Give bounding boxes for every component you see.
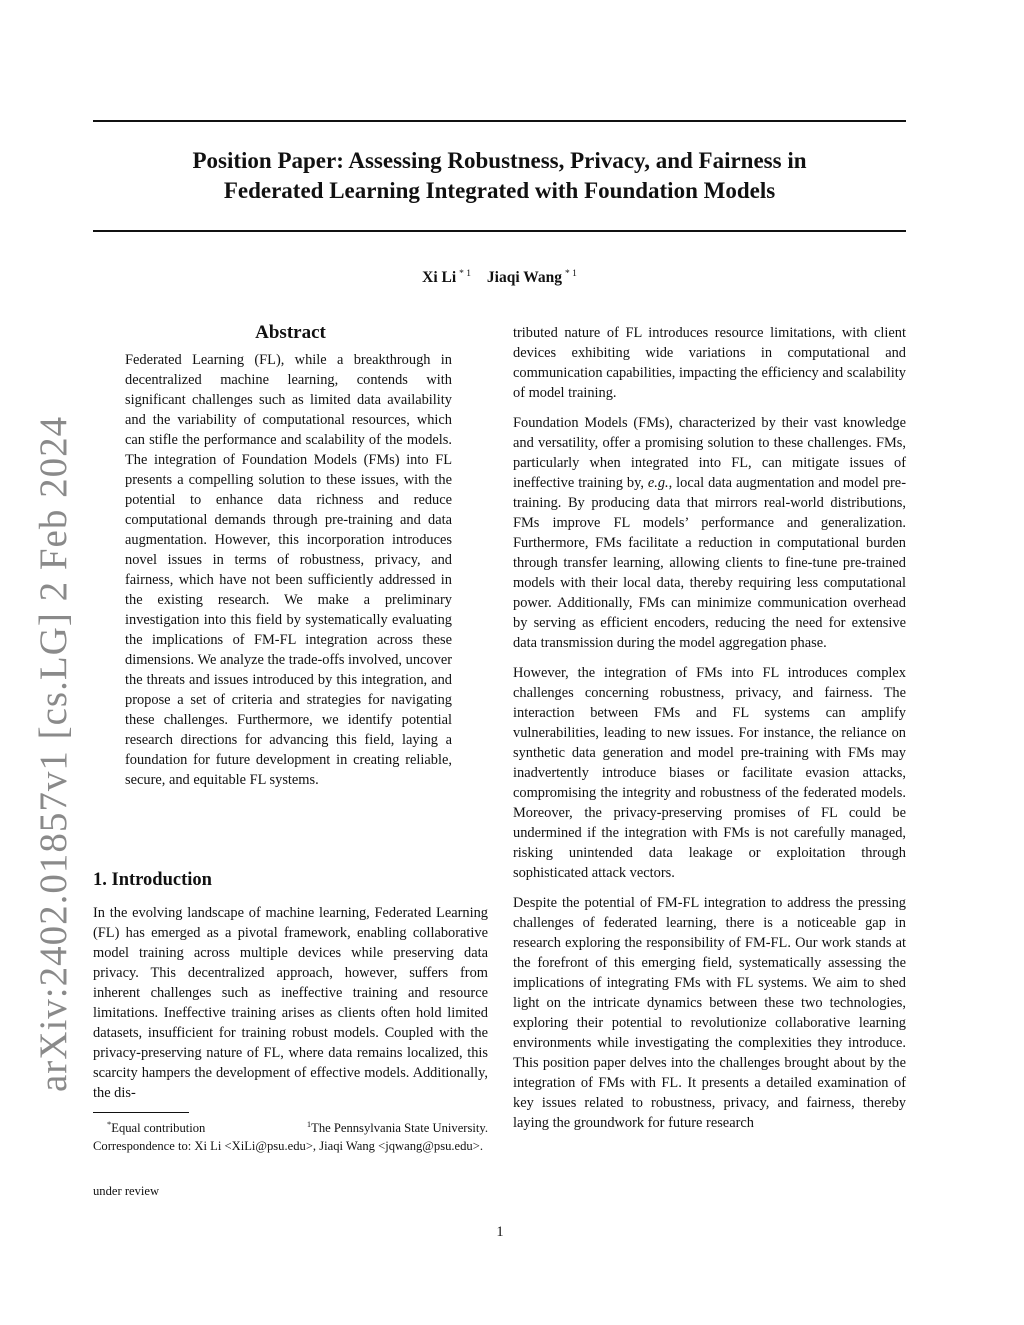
author-jiaqi-wang: [487, 269, 577, 286]
author-xi-li: [422, 269, 471, 286]
intro-paragraph-2: [513, 413, 906, 653]
footnote-mark: *: [107, 1119, 112, 1129]
author-list: [93, 263, 906, 289]
right-column: [513, 323, 906, 1143]
author-name: Jiaqi Wang: [486, 269, 562, 286]
footnote: [93, 1115, 488, 1155]
footnote-text: Equal contribution: [111, 1121, 206, 1135]
introduction-left-column: [93, 903, 488, 1103]
intro-paragraph-1: In the evolving landscape of machine learning, Federated Learning (FL) has emerged as a pivotal framework, enabling collaborative model training across multiple devices while preserving data privacy. This decentralized approach, however, suffers from inherent challenges such as ineffective training and resource limitations. Ineffective training arises as clients often hold limited datasets, insufficient for training robust models. Coupled with the privacy-preserving nature of FL, where data remains localized, this scarcity hampers the development of effective models. Additionally, the dis-: [93, 905, 488, 1101]
intro-paragraph-3: However, the integration of FMs into FL introduces complex challenges concerning robustness, privacy, and fairness. The interaction between FMs and FL systems can amplify vulnerabilities, leading to new issues. For instance, the reliance on synthetic data generation and model pre-training with FMs may inadvertently introduce biases or facilitate evasion attacks, compromising the integrity and robustness of the federated models. Moreover, the privacy-preserving promises of FL could be undermined if the integration with FMs is not carefully managed, risking unintended data leakage or exploitation through sophisticated attack vectors.: [513, 665, 906, 881]
title-line-1: Position Paper: Assessing Robustness, Privacy, and Fairness in: [192, 148, 807, 173]
footnote-rule: [93, 1112, 189, 1113]
author-name: Xi Li: [422, 269, 457, 286]
footnote-mark: 1: [306, 1119, 312, 1129]
paragraph-text: , local data augmentation and model pre-training. By producing data that mirrors real-world distributions, FMs improve FL models’ performance and generalization. Furthermore, FMs facilitate a reduction in computational burden through transfer learning, allowing clients to fine-tune pre-trained models with their local data, thereby requiring less computational power. Additionally, FMs can minimize communication overhead by serving as efficient encoders, reducing the need for extensive data transmission during the model aggregation phase.: [513, 475, 906, 651]
footnote-equal-contribution: [107, 1115, 205, 1137]
footnote-text: The Pennsylvania State University.: [311, 1121, 488, 1135]
emphasis-eg: e.g.: [647, 475, 669, 491]
intro-paragraph-1-continuation: tributed nature of FL introduces resource limitations, with client devices exhibiting wide variations in computational and communication capabilities, impacting the efficiency and scalability of model training.: [513, 325, 906, 401]
paper-title: [93, 146, 906, 206]
footnote-first-line: [93, 1115, 488, 1137]
page-number: 1: [496, 1224, 504, 1240]
abstract-heading: Abstract: [255, 322, 326, 343]
footnote-correspondence: Correspondence to: Xi Li <XiLi@psu.edu>, Jiaqi Wang <jqwang@psu.edu>.: [93, 1139, 483, 1153]
arxiv-identifier: arXiv:2402.01857v1 [cs.LG] 2 Feb 2024: [32, 415, 75, 1092]
author-affiliation-mark: * 1: [459, 269, 472, 279]
title-line-2: Federated Learning Integrated with Foundation Models: [223, 178, 776, 203]
abstract-text: Federated Learning (FL), while a breakthrough in decentralized machine learning, contends with significant challenges such as limited data availability and the variability of computational resources, which can stifle the performance and scalability of the models. The integration of Foundation Models (FMs) into FL presents a compelling solution to these issues, with the potential to enhance data richness and reduce computational demands through pre-training and data augmentation. However, this incorporation introduces novel issues in terms of robustness, privacy, and fairness, which have not been sufficiently addressed in the existing research. We make a preliminary investigation into this field by systematically evaluating the implications of FM-FL integration across these dimensions. We analyze the trade-offs involved, uncover the threats and issues introduced by this integration, and propose a set of criteria and strategies for navigating these challenges. Furthermore, we identify potential research directions for advancing this field, laying a foundation for future development in creating reliable, secure, and equitable FL systems.: [125, 352, 452, 788]
author-affiliation-mark: * 1: [565, 269, 577, 279]
title-top-rule: [93, 120, 906, 122]
intro-paragraph-4: Despite the potential of FM-FL integration to address the pressing challenges of federated learning, there is a noticeable gap in research exploring the responsibility of FM-FL. Our work stands at the forefront of this emerging field, systematically assessing the implications of integrating FMs with FL systems. We aim to shed light on the intricate dynamics between these two technologies, exploring their potential to revolutionize collaborative learning environments while investigating the complexities they introduce. This position paper delves into the challenges brought about by the integration of FMs with FL. It presents a detailed examination of key issues related to robustness, privacy, and fairness, thereby laying the groundwork for future research: [513, 895, 906, 1131]
title-bottom-rule: [93, 230, 906, 232]
introduction-heading: 1. Introduction: [93, 870, 212, 890]
paragraph-text: Foundation Models (FMs), characterized by their vast knowledge and versatility, offer a promising solution to these challenges. FMs, particularly when integrated into FL, can mitigate issues of ineffective training by,: [513, 415, 906, 491]
footnote-affiliation: [307, 1115, 488, 1137]
review-status: under review: [93, 1184, 160, 1198]
